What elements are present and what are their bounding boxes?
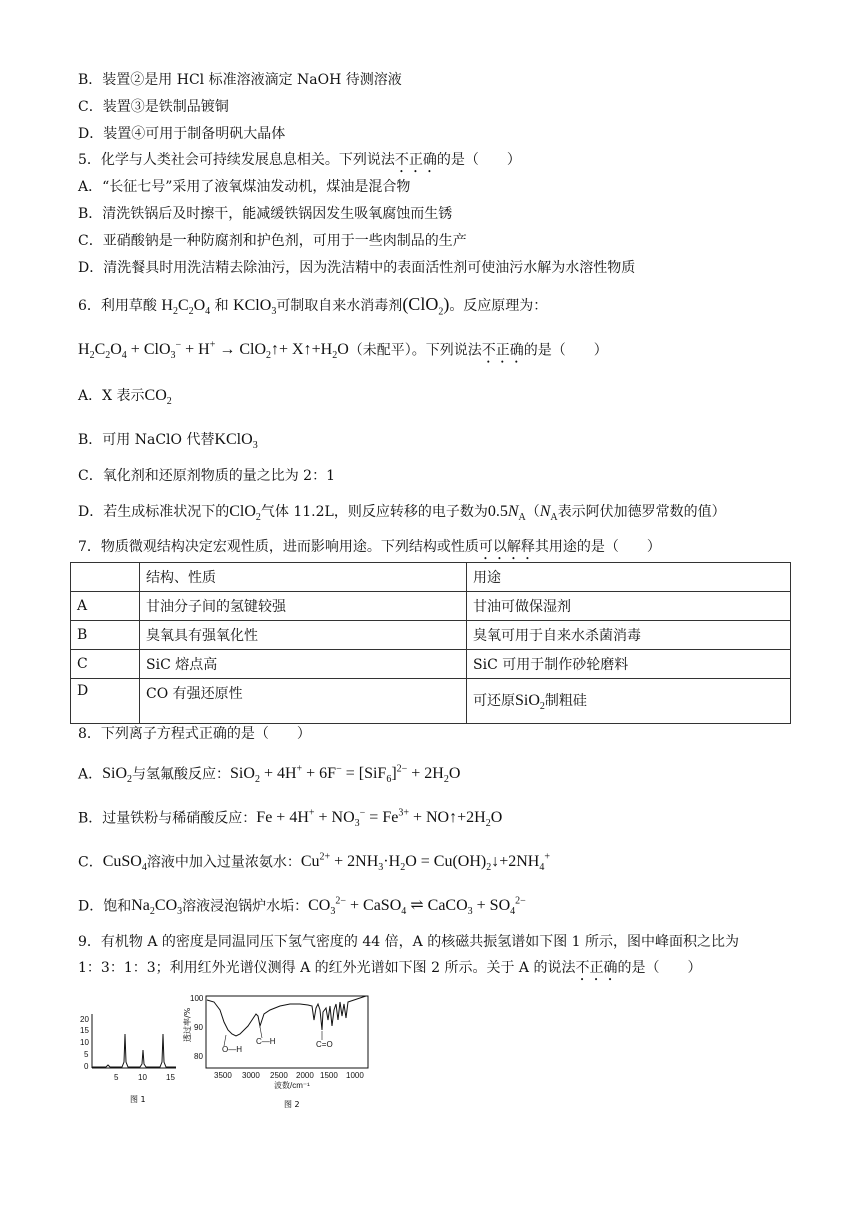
table-cell: 甘油可做保湿剂 xyxy=(467,592,791,621)
q8-formula-na2co3: $Na_2CO_3$ xyxy=(131,897,183,918)
q6-formula-clo2: (ClO$_2$) xyxy=(402,294,450,318)
fig2-ytick: 90 xyxy=(194,1023,203,1032)
q6-option-c: C．氧化剂和还原剂物质的量之比为 2：1 xyxy=(78,468,335,484)
table-cell: A xyxy=(71,592,140,621)
table-cell-text: 可还原 xyxy=(473,692,515,709)
fig1-ytick: 10 xyxy=(80,1038,89,1047)
q8-option-b-text: B．过量铁粉与稀硝酸反应： xyxy=(78,810,257,827)
fig2-caption: 图 2 xyxy=(284,1100,300,1109)
q6-option-a xyxy=(78,386,172,412)
figure-2-ir xyxy=(180,990,380,1112)
fig2-xtick: 3500 xyxy=(214,1071,232,1080)
q8-equation-b: $Fe + 4H^+ + NO_3^- = Fe^{3+}$ + $NO↑+2H_2O$ xyxy=(256,808,503,830)
fig2-xtick: 2000 xyxy=(296,1071,314,1080)
q5-stem-a: 5．化学与人类社会可持续发展息息相关。下列说法 xyxy=(78,152,395,168)
q6-formula-na: $0.5N_A$ xyxy=(487,503,526,524)
q8-option-a-text: 与氢氟酸反应： xyxy=(132,766,231,783)
q6-note: （未配平）。下列说法 xyxy=(348,342,482,359)
q7-stem-a: 7．物质微观结构决定宏观性质，进而影响用途。下列结构或性质 xyxy=(78,539,479,555)
q5-stem-b: 的是（ ） xyxy=(436,152,521,168)
q7-stem xyxy=(78,537,661,563)
q7-formula-sio2: SiO$_2$ xyxy=(515,691,545,713)
q8-equation-a: $SiO_2 + 4H^+ + 6F^- = [SiF_6]^{2-} + 2H_2O$ xyxy=(230,764,461,786)
q6-formula-h2c2o4: $H_2C_2O_4$ xyxy=(161,297,211,318)
q6-formula-kclo3-b: KClO$_3$ xyxy=(214,431,258,452)
q6-option-d-pre: D．若生成标准状况下的 xyxy=(78,504,230,520)
q6-option-b-text: B．可用 NaClO 代替 xyxy=(78,432,215,448)
table-cell: D xyxy=(71,679,140,724)
table-row xyxy=(71,679,791,724)
q5-option-d: D．清洗餐具时用洗洁精去除油污，因为洗洁精中的表面活性剂可使油污水解为水溶性物质 xyxy=(78,260,636,276)
fig2-ylabel: 透过率/% xyxy=(183,1007,192,1042)
fig1-xtick: 15 xyxy=(166,1073,175,1082)
q6-equation xyxy=(78,336,608,367)
table-cell: 臭氧具有强氧化性 xyxy=(140,621,467,650)
fig1-xtick: 10 xyxy=(138,1073,147,1082)
fig2-xtick: 1500 xyxy=(320,1071,338,1080)
fig2-label-ch: C—H xyxy=(256,1037,276,1046)
q6-option-d: D．若生成标准状况下的ClO$_2$气体 11.2L，则反应转移的电子数为$0.5N_A(N_A$表示阿伏加德罗常数的值） xyxy=(78,503,726,524)
table-cell: SiC 可用于制作砂轮磨料 xyxy=(467,650,791,679)
q5-stem-emph: 不正确 xyxy=(394,152,437,168)
fig2-xtick: 1000 xyxy=(346,1071,364,1080)
q6-option-d-mid: 气体 11.2L，则反应转移的电子数为 xyxy=(260,504,488,520)
table-row xyxy=(71,650,791,679)
fig2-ytick: 100 xyxy=(190,994,204,1003)
q6-formula-na2: $N_A$ xyxy=(539,503,558,524)
table-cell-text-end: 制粗硅 xyxy=(544,692,587,709)
q6-formula-kclo3: KClO$_3$ xyxy=(233,297,277,318)
q8-option-c-text: 溶液中加入过量浓氨水： xyxy=(146,854,301,871)
q4-option-d: D．装置④可用于制备明矾大晶体 xyxy=(78,126,286,142)
table-cell: CO 有强还原性 xyxy=(140,679,467,724)
q6-stem xyxy=(78,294,547,323)
table-cell: 臭氧可用于自来水杀菌消毒 xyxy=(467,621,791,650)
q6-stem-b: 和 xyxy=(214,298,229,314)
fig1-caption: 图 1 xyxy=(130,1095,146,1104)
q5-option-a: A．“长征七号”采用了液氧煤油发动机，煤油是混合物 xyxy=(78,179,411,195)
q8-stem: 8．下列离子方程式正确的是（ ） xyxy=(78,726,311,742)
table-row xyxy=(71,621,791,650)
table-header-cell: 结构、性质 xyxy=(140,563,467,592)
figure-1-nmr xyxy=(78,1006,188,1106)
fig2-xtick: 2500 xyxy=(270,1071,288,1080)
q8-option-d-text: 溶液浸泡锅炉水垢： xyxy=(182,898,309,915)
table-cell: B xyxy=(71,621,140,650)
q5-stem xyxy=(78,150,521,176)
q6-stem-d: 。反应原理为： xyxy=(449,298,548,314)
q8-option-b xyxy=(78,804,502,835)
fig1-ytick: 5 xyxy=(84,1050,89,1059)
q9-stem-line1: 9．有机物 A 的密度是同温同压下氢气密度的 44 倍，A 的核磁共振氢谱如下图 1 所示，图中峰面积之比为 xyxy=(78,934,739,950)
q6-option-a-text: A．X 表示 xyxy=(78,388,145,404)
q6-option-b xyxy=(78,430,258,456)
fig2-xtick: 3000 xyxy=(242,1071,260,1080)
q8-option-d xyxy=(78,892,526,923)
fig1-spectrum-line xyxy=(92,1034,176,1067)
fig2-spectrum-line xyxy=(207,996,366,1036)
fig2-label-oh: O—H xyxy=(222,1045,242,1054)
table-header-cell xyxy=(71,563,140,592)
table-cell: C xyxy=(71,650,140,679)
q6-option-d-end: 表示阿伏加德罗常数的值） xyxy=(557,504,726,520)
fig2-ytick: 80 xyxy=(194,1052,203,1061)
q7-stem-b: 其用途的是（ ） xyxy=(534,539,661,555)
q8-equation-c: $Cu^{2+} + 2NH_3\cdot H_2O$ = $Cu(OH)_2↓+2NH_4^+$ xyxy=(300,852,550,874)
q8-formula-cuso4: CuSO$_4$ xyxy=(102,853,147,874)
fig1-ytick: 20 xyxy=(80,1015,89,1024)
q6-note-emph: 不正确 xyxy=(481,342,524,359)
table-row xyxy=(71,592,791,621)
q4-option-c: C．装置③是铁制品镀铜 xyxy=(78,99,229,115)
q9-stem-line2b: 的是（ ） xyxy=(617,960,702,976)
q8-formula-sio2: SiO$_2$ xyxy=(102,765,133,786)
q6-reaction-formula: $H_2C_2O_4 + ClO_3^- + H^+$ → ClO$_2$↑+ $X↑+H_2O$ xyxy=(78,340,349,362)
table-cell: 甘油分子间的氢键较强 xyxy=(140,592,467,621)
fig2-label-co: C=O xyxy=(316,1040,333,1049)
fig2-xlabel: 波数/cm⁻¹ xyxy=(274,1081,310,1090)
q6-formula-clo2-d: ClO$_2$ xyxy=(229,503,261,524)
q8-option-c: C．CuSO$_4$溶液中加入过量浓氨水：$Cu^{2+} + 2NH_3\cdot H_2O$ = $Cu(OH)_2↓+2NH_4^+$ xyxy=(78,852,550,874)
q9-stem-emph: 不正确 xyxy=(575,960,618,976)
q6-stem-a: 6．利用草酸 xyxy=(78,298,157,314)
q5-option-b: B．清洗铁锅后及时擦干，能减缓铁锅因发生吸氧腐蚀而生锈 xyxy=(78,206,453,222)
q9-stem-line2a: 1：3：1：3；利用红外光谱仪测得 A 的红外光谱如下图 2 所示。关于 A 的说法 xyxy=(78,960,576,976)
table-header-row xyxy=(71,563,791,592)
q4-option-b: B．装置②是用 HCl 标准溶液滴定 NaOH 待测溶液 xyxy=(78,72,402,88)
fig1-ytick: 0 xyxy=(84,1062,89,1071)
q8-option-d-pre: D．饱和 xyxy=(78,898,132,915)
table-cell: SiC 熔点高 xyxy=(140,650,467,679)
q7-stem-emph: 可以解释 xyxy=(478,539,535,555)
fig1-xtick: 5 xyxy=(114,1073,119,1082)
table-cell xyxy=(467,679,791,724)
q6-note-end: 的是（ ） xyxy=(523,342,608,359)
q6-formula-co2: $CO_2$ xyxy=(144,387,172,408)
q6-stem-c: 可制取自来水消毒剂 xyxy=(276,298,403,314)
table-header-cell: 用途 xyxy=(467,563,791,592)
q5-option-c: C．亚硝酸钠是一种防腐剂和护色剂，可用于一些肉制品的生产 xyxy=(78,233,467,249)
fig1-ytick: 15 xyxy=(80,1026,89,1035)
q7-table xyxy=(70,562,791,724)
q8-option-a: A．SiO$_2$与氢氟酸反应：$SiO_2 + 4H^+ + 6F^- = [SiF_6]^{2-} + 2H_2O$ xyxy=(78,764,461,786)
q8-equation-d: $CO_3^{2-}$ + CaSO$_4$ ⇌ CaCO$_3$ + $SO_4^{2-}$ xyxy=(308,896,526,918)
q9-stem-line2 xyxy=(78,958,701,984)
